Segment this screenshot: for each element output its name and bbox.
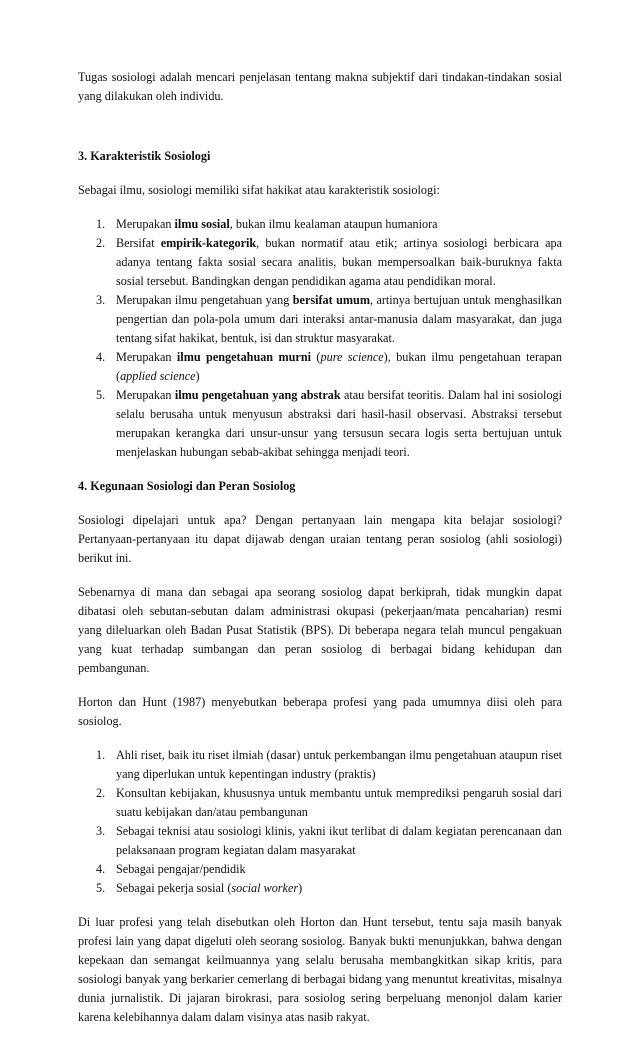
section-3-lead: Sebagai ilmu, sosiologi memiliki sifat hakikat atau karakteristik sosiologi:: [78, 183, 440, 197]
section-4-paragraph-3: Horton dan Hunt (1987) menyebutkan beberapa profesi yang pada umumnya diisi oleh para sosiolog.: [78, 695, 562, 728]
list-item: 1. Merupakan ilmu sosial, bukan ilmu kealaman ataupun humaniora: [96, 217, 438, 231]
section-4-paragraph-4: Di luar profesi yang telah disebutkan oleh Horton dan Hunt tersebut, tentu saja masih banyak profesi lain yang dapat digeluti oleh seorang sosiolog. Banyak bukti menunjukkan, bahwa dengan kepekaan dan semangat keilmuannya yang selalu berusaha membangkitkan sikap kritis, para sosiologi banyak yang berkarier cemerlang di berbagai bidang yang menuntut kreativitas, misalnya dunia jurnalistik. Di jajaran birokrasi, para sosiolog sering berpeluang menonjol dalam karier karena kelebihannya dalam dalam visinya atas nasib rakyat.: [78, 915, 562, 1024]
list-item: 2. Bersifat empirik-kategorik, bukan normatif atau etik; artinya sosiologi berbicara apa adanya tentang fakta sosial secara analitis, bukan mempersoalkan baik-buruknya fakta sosial tersebut. Bandingkan dengan pendidikan agama atau pendidikan moral.: [96, 236, 562, 288]
section-4-heading: 4. Kegunaan Sosiologi dan Peran Sosiolog: [78, 479, 296, 493]
list-item: 3. Merupakan ilmu pengetahuan yang bersifat umum, artinya bertujuan untuk menghasilkan pengertian dan pola-pola umum dari interaksi antar-manusia dalam masyarakat, dan juga tentang sifat hakikat, bentuk, isi dan struktur masyarakat.: [96, 293, 562, 345]
section-3-heading: 3. Karakteristik Sosiologi: [78, 149, 211, 163]
list-item: 5. Merupakan ilmu pengetahuan yang abstrak atau bersifat teoritis. Dalam hal ini sosiologi selalu berusaha untuk menyusun abstraksi dari hasil-hasil observasi. Abstraksi tersebut merupakan kerangka dari unsur-unsur yang tersusun secara logis serta bertujuan untuk menjelaskan hubungan sebab-akibat sehingga menjadi teori.: [96, 388, 563, 459]
list-item: 4. Sebagai pengajar/pendidik: [96, 862, 246, 876]
list-item: 2. Konsultan kebijakan, khususnya untuk membantu untuk memprediksi pengaruh sosial dari suatu kebijakan dan/atau pembangunan: [96, 786, 562, 819]
intro-paragraph: Tugas sosiologi adalah mencari penjelasan tentang makna subjektif dari tindakan-tindakan sosial yang dilakukan oleh individu.: [78, 70, 562, 103]
list-item: 5. Sebagai pekerja sosial (social worker): [96, 881, 303, 895]
list-item: 3. Sebagai teknisi atau sosiologi klinis, yakni ikut terlibat di dalam kegiatan perencanaan dan pelaksanaan program kegiatan dalam masyarakat: [96, 824, 562, 857]
list-item: 4. Merupakan ilmu pengetahuan murni (pure science), bukan ilmu pengetahuan terapan (applied science): [96, 350, 563, 383]
section-4-paragraph-2: Sebenarnya di mana dan sebagai apa seorang sosiolog dapat berkiprah, tidak mungkin dapat dibatasi oleh sebutan-sebutan dalam administrasi okupasi (pekerjaan/mata pencaharian) resmi yang dileluarkan oleh Badan Pusat Statistik (BPS). Di beberapa negara telah muncul pengakuan yang kuat terhadap sumbangan dan peran sosiolog di berbagai bidang kehidupan dan pembangunan.: [78, 585, 562, 675]
list-item: 1. Ahli riset, baik itu riset ilmiah (dasar) untuk perkembangan ilmu pengetahuan ataupun riset yang diperlukan untuk kepentingan industry (praktis): [96, 748, 562, 781]
characteristics-list: [78, 215, 562, 462]
section-4-paragraph-1: Sosiologi dipelajari untuk apa? Dengan pertanyaan lain mengapa kita belajar sosiologi? Pertanyaan-pertanyaan itu dapat dijawab dengan uraian tentang peran sosiolog (ahli sosiologi) berikut ini.: [78, 513, 562, 565]
professions-list: [78, 746, 562, 898]
